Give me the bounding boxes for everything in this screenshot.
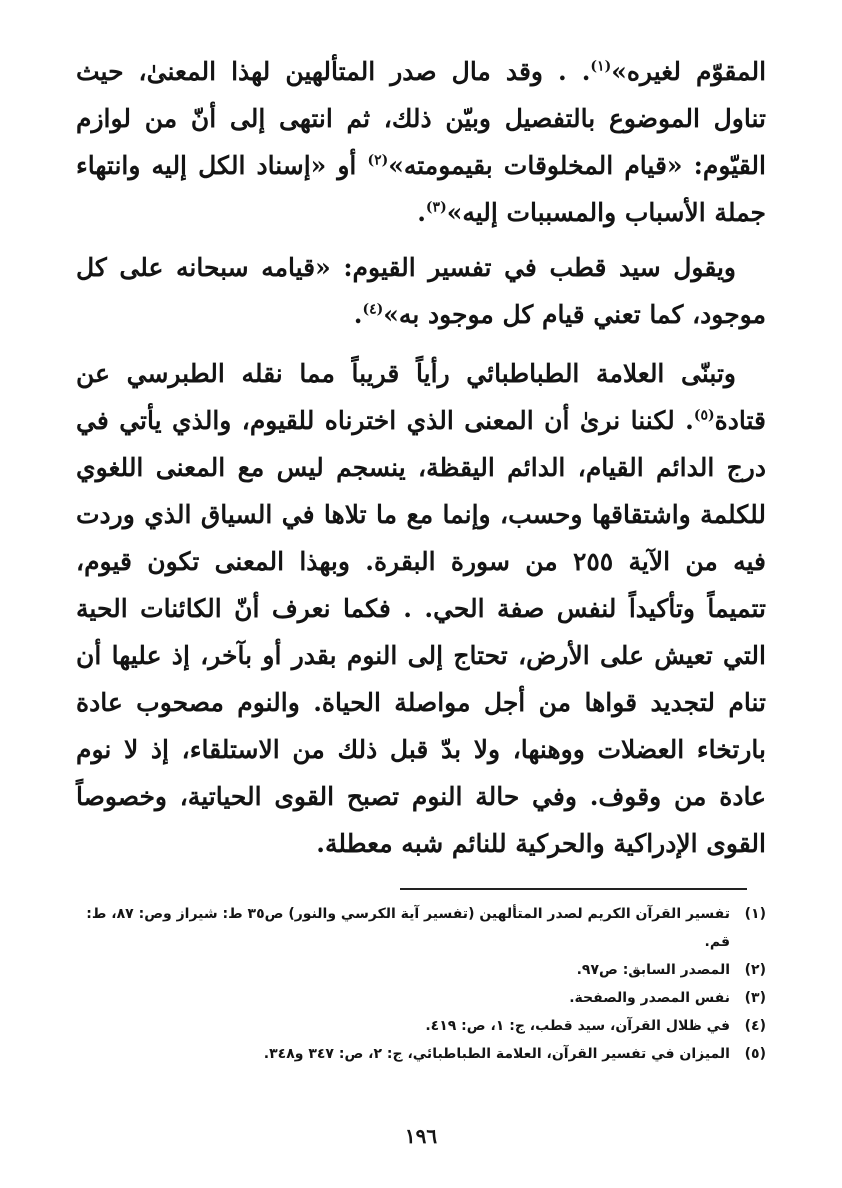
footnote-ref-2[interactable]: (٢) xyxy=(367,152,389,169)
paragraph-text: وتبنّى العلامة الطباطبائي رأياً قريباً مما نقله الطبرسي عن قتادة xyxy=(76,359,766,435)
paragraph-text: أو «إسناد الكل إليه وانتهاء جملة الأسباب والمسببات إليه» xyxy=(76,151,766,227)
page-number: ١٩٦ xyxy=(404,1124,438,1148)
footnote-text: المصدر السابق: ص٩٧. xyxy=(576,962,730,978)
paragraph-text: . xyxy=(417,198,426,227)
footnote-ref-4[interactable]: (٤) xyxy=(362,301,384,318)
footnote-number: (٤) xyxy=(744,1018,766,1034)
footnote-number: (٢) xyxy=(744,962,766,978)
footnote-number: (٣) xyxy=(744,990,766,1006)
paragraph-2 xyxy=(76,244,766,338)
paragraph-text: . لكننا نرىٰ أن المعنى الذي اخترناه للقيوم، والذي يأتي في درج الدائم القيام، الدائم اليقظة، ينسجم ليس مع المعنى اللغوي للكلمة واشتقاقها وحسب، وإنما مع ما تلاها في السياق الذي وردت فيه من الآية ٢٥٥ من سورة البقرة. وبهذا المعنى تكون قيوم، تتميماً وتأكيداً لنفس صفة الحي. . فكما نعرف أنّ الكائنات الحية التي تعيش على الأرض، تحتاج إلى النوم بقدر أو بآخر، إذ عليها أن تنام لتجديد قواها من أجل مواصلة الحياة. والنوم مصحوب عادة بارتخاء العضلات ووهنها، ولا بدّ قبل ذلك من الاستلقاء، إذ لا نوم عادة من وقوف. وفي حالة النوم تصبح القوى الحياتية، وخصوصاً القوى الإدراكية والحركية للنائم شبه معطلة. xyxy=(76,406,766,858)
footnotes xyxy=(76,900,766,1068)
footnote-text: نفس المصدر والصفحة. xyxy=(569,990,730,1006)
footnote-item xyxy=(76,900,766,956)
paragraph-text: ويقول سيد قطب في تفسير القيوم: «قيامه سبحانه على كل موجود، كما تعني قيام كل موجود به» xyxy=(76,253,766,329)
footnote-text: في ظلال القرآن، سيد قطب، ج: ١، ص: ٤١٩. xyxy=(425,1018,730,1034)
footnote-item xyxy=(76,956,766,984)
paragraph-text: . . وقد مال صدر المتألهين لهذا المعنىٰ، حيث تناول الموضوع بالتفصيل وبيّن ذلك، ثم انتهى إلى أنّ من لوازم القيّوم: «قيام المخلوقات بقيمومته» xyxy=(76,57,766,180)
footnote-ref-5[interactable]: (٥) xyxy=(693,407,715,424)
footnote-item xyxy=(76,984,766,1012)
paragraph-text: . xyxy=(353,300,363,329)
footnote-number: (١) xyxy=(744,906,766,922)
footnote-item xyxy=(76,1012,766,1040)
footnote-ref-3[interactable]: (٣) xyxy=(425,199,447,216)
footnote-text: الميزان في تفسير القرآن، العلامة الطباطبائي، ج: ٢، ص: ٣٤٧ و٣٤٨. xyxy=(263,1046,730,1062)
main-text xyxy=(76,48,766,867)
footnote-text: تفسير القرآن الكريم لصدر المتألهين (تفسير آية الكرسي والنور) ص٣٥ ط: شيراز وص: ٨٧، ط: قم. xyxy=(86,906,730,950)
footnote-ref-1[interactable]: (١) xyxy=(590,58,612,75)
paragraph-text: المقوّم لغيره» xyxy=(611,57,767,86)
footnote-item xyxy=(76,1040,766,1068)
paragraph-3 xyxy=(76,350,766,867)
footnote-divider xyxy=(400,888,747,890)
footnote-number: (٥) xyxy=(744,1046,766,1062)
paragraph-1 xyxy=(76,48,766,236)
